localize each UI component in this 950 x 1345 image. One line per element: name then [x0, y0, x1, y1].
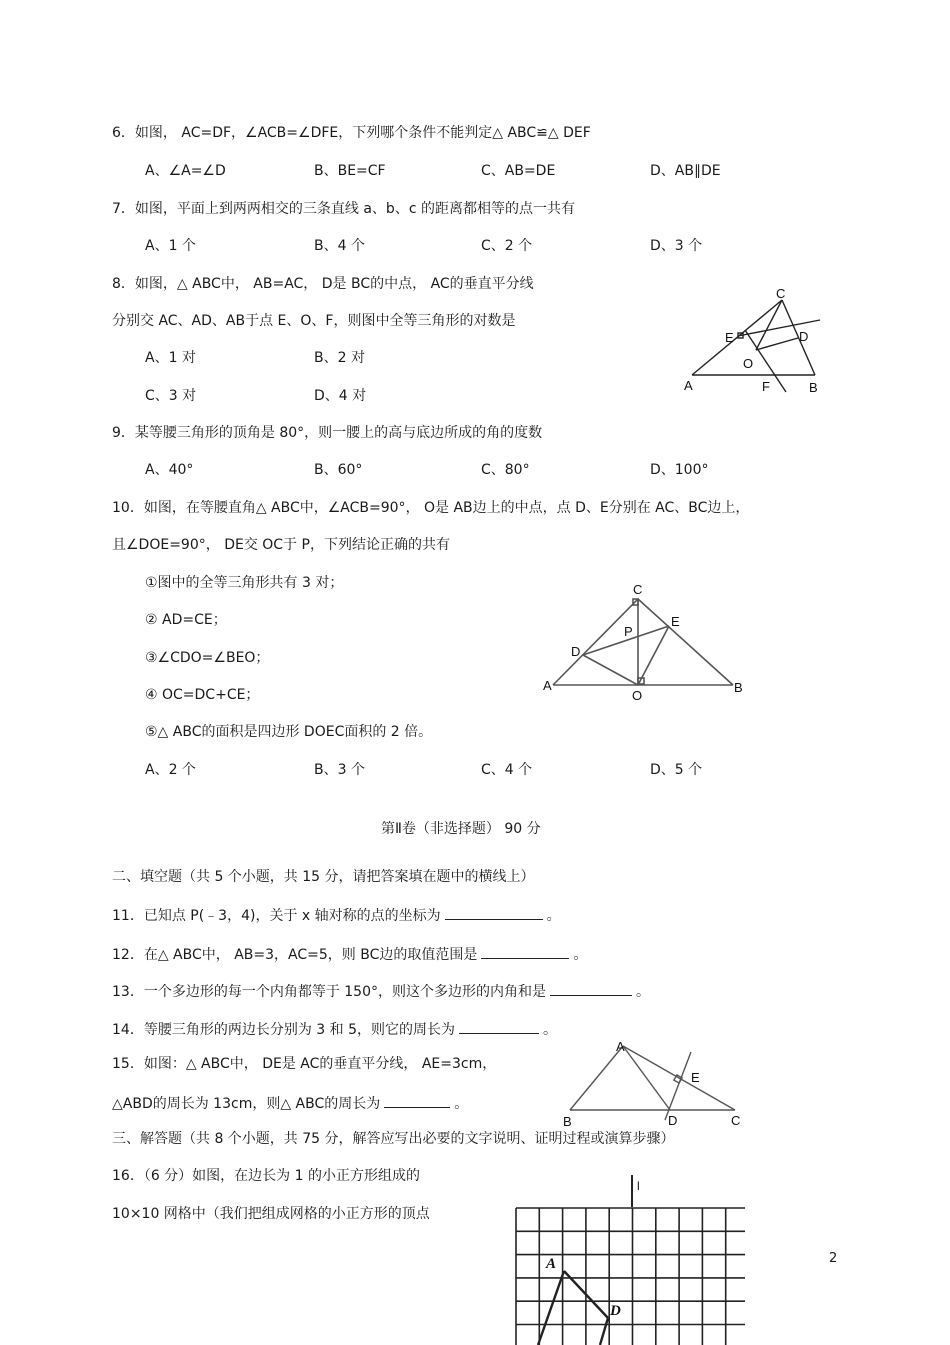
q10-stem-2: 且∠DOE=90°， DE交 OC于 P，下列结论正确的共有	[112, 537, 450, 553]
q15-line-1: 15．如图：△ ABC中， DE是 AC的垂直平分线， AE=3cm，	[112, 1056, 497, 1072]
q14-answer-blank[interactable]	[459, 1019, 539, 1034]
q16-line-1: 16．（6 分）如图，在边长为 1 的小正方形组成的	[112, 1168, 420, 1184]
q10-option-c: C、4 个	[481, 762, 533, 778]
q15-label-a: A	[616, 1039, 625, 1054]
q8-stem: 8．如图，△ ABC中， AB=AC， D是 BC的中点， AC的垂直平分线	[112, 276, 534, 292]
section-2-title: 第Ⅱ卷（非选择题） 90 分	[381, 821, 541, 837]
q12-text: 12．在△ ABC中， AB=3，AC=5，则 BC边的取值范围是	[112, 947, 478, 963]
q10-statement-3: ③∠CDO=∠BEO；	[145, 650, 270, 666]
q8-label-o: O	[743, 356, 754, 371]
q8-option-c: C、3 对	[145, 388, 197, 404]
q10-label-e: E	[671, 614, 680, 629]
q12-answer-blank[interactable]	[481, 944, 569, 959]
q16-label-l: l	[637, 1179, 640, 1193]
q6-option-a: A、∠A=∠D	[145, 163, 226, 179]
q9-stem: 9．某等腰三角形的顶角是 80°，则一腰上的高与底边所成的角的度数	[112, 425, 543, 441]
q8-label-e: E	[725, 330, 734, 345]
q8-label-b: B	[809, 380, 818, 395]
q13	[112, 981, 650, 1001]
q8-option-b: B、2 对	[314, 350, 365, 366]
q8-label-c: C	[776, 286, 786, 301]
q8-label-a: A	[684, 378, 693, 393]
q7-option-c: C、2 个	[481, 238, 533, 254]
q16-label-a: A	[546, 1256, 557, 1272]
q7-stem: 7．如图，平面上到两两相交的三条直线 a、b、c 的距离都相等的点一共有	[112, 201, 575, 217]
q7-option-b: B、4 个	[314, 238, 365, 254]
q11-answer-blank[interactable]	[445, 905, 543, 920]
q9-option-b: B、60°	[314, 462, 363, 478]
q10-label-o: O	[632, 688, 643, 703]
q16-label-d: D	[610, 1303, 621, 1319]
q10-statement-1: ①图中的全等三角形共有 3 对；	[145, 575, 344, 591]
q8-stem-2: 分别交 AC、AD、AB于点 E、O、F，则图中全等三角形的对数是	[112, 313, 516, 329]
q15-line-2: △ABD的周长为 13cm，则△ ABC的周长为	[112, 1096, 381, 1112]
q10-option-b: B、3 个	[314, 762, 365, 778]
q10-figure	[535, 578, 755, 703]
q12	[112, 944, 587, 964]
q7-option-d: D、3 个	[650, 238, 703, 254]
q15-label-c: C	[731, 1113, 741, 1128]
q6-option-b: B、BE=CF	[314, 163, 386, 179]
q10-statement-4: ④ OC=DC+CE；	[145, 687, 260, 703]
q10-statement-5: ⑤△ ABC的面积是四边形 DOEC面积的 2 倍。	[145, 724, 433, 740]
q13-answer-blank[interactable]	[550, 981, 632, 996]
q11-end: 。	[546, 908, 561, 924]
q8-figure	[670, 280, 830, 400]
page-number: 2	[829, 1251, 838, 1266]
q13-end: 。	[636, 984, 650, 1000]
q10-label-a: A	[543, 678, 552, 693]
q10-option-a: A、2 个	[145, 762, 196, 778]
q6-option-d: D、AB∥DE	[650, 163, 721, 179]
q15-label-b: B	[563, 1114, 572, 1129]
q15-figure	[555, 1036, 750, 1132]
q15-line-2-wrap	[112, 1093, 468, 1113]
q8-label-d: D	[799, 329, 809, 344]
q12-end: 。	[573, 947, 588, 963]
q10-label-d: D	[571, 644, 581, 659]
q10-option-d: D、5 个	[650, 762, 703, 778]
q10-label-b: B	[734, 680, 743, 695]
q15-label-d: D	[668, 1113, 678, 1128]
q7-option-a: A、1 个	[145, 238, 196, 254]
q6-option-c: C、AB=DE	[481, 163, 556, 179]
q8-label-f: F	[762, 379, 770, 394]
q9-option-c: C、80°	[481, 462, 530, 478]
q15-label-e: E	[691, 1070, 700, 1085]
q9-option-d: D、100°	[650, 462, 709, 478]
q10-statement-2: ② AD=CE；	[145, 612, 227, 628]
solve-header: 三、解答题（共 8 个小题，共 75 分，解答应写出必要的文字说明、证明过程或演算步骤）	[112, 1131, 675, 1147]
q11-text: 11．已知点 P(﹣3，4)，关于 x 轴对称的点的坐标为	[112, 908, 441, 924]
q15-answer-blank[interactable]	[384, 1093, 450, 1108]
q9-option-a: A、40°	[145, 462, 194, 478]
q6-stem: 6．如图， AC=DF，∠ACB=∠DFE，下列哪个条件不能判定△ ABC≌△ DEF	[112, 125, 591, 141]
q8-option-a: A、1 对	[145, 350, 196, 366]
q10-label-p: P	[624, 624, 633, 639]
q14-text: 14．等腰三角形的两边长分别为 3 和 5，则它的周长为	[112, 1022, 455, 1038]
q13-text: 13．一个多边形的每一个内角都等于 150°，则这个多边形的内角和是	[112, 984, 546, 1000]
q14	[112, 1019, 557, 1039]
q11	[112, 905, 561, 925]
q8-option-d: D、4 对	[314, 388, 367, 404]
q15-end: 。	[454, 1096, 469, 1112]
q14-end: 。	[542, 1022, 557, 1038]
q10-stem: 10．如图，在等腰直角△ ABC中，∠ACB=90°， O是 AB边上的中点，点 D、E分别在 AC、BC边上，	[112, 500, 750, 516]
q16-grid-figure	[510, 1175, 745, 1345]
q16-line-2: 10×10 网格中（我们把组成网格的小正方形的顶点	[112, 1206, 430, 1222]
q10-label-c: C	[633, 582, 643, 597]
fill-in-header: 二、填空题（共 5 个小题，共 15 分，请把答案填在题中的横线上）	[112, 869, 535, 885]
